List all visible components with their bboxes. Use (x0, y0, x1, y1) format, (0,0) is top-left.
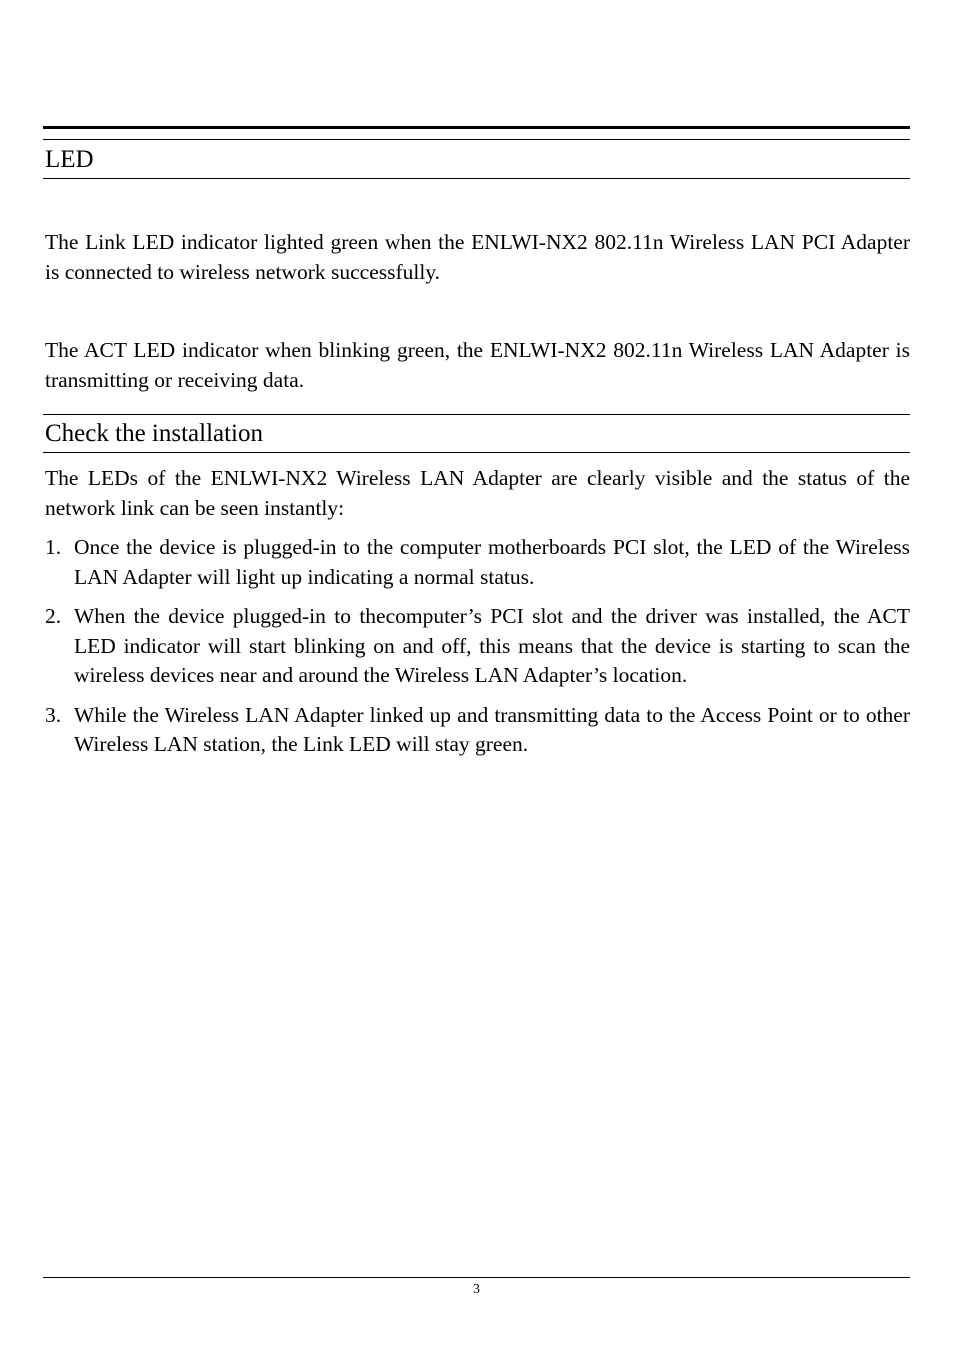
list-item-text: When the device plugged-in to thecomputer’s PCI slot and the driver was installed, the ACT LED indicator will start blinking on and off, this means that the device is starting to scan the wireless devices near and around the Wireless LAN Adapter’s location. (74, 604, 910, 687)
section-rule-check-top (43, 414, 910, 415)
list-item-number: 1. (45, 535, 62, 559)
list-item (45, 533, 910, 592)
list-item (45, 602, 910, 691)
list-item (45, 701, 910, 760)
list-item-text: While the Wireless LAN Adapter linked up and transmitting data to the Access Point or to other Wireless LAN station, the Link LED will stay green. (74, 702, 910, 756)
page-number: 3 (473, 1282, 480, 1297)
led-paragraph-act: The ACT LED indicator when blinking green, the ENLWI-NX2 802.11n Wireless LAN Adapter is transmitting or receiving data. (45, 338, 910, 392)
header-rule-thin (43, 139, 910, 140)
footer-rule (43, 1277, 910, 1278)
section-title-led: LED (45, 146, 94, 173)
document-page (43, 0, 910, 1350)
section-rule-check-bottom (43, 452, 910, 453)
check-steps-list (45, 533, 910, 770)
list-item-number: 2. (45, 604, 62, 628)
header-rule-thick (43, 126, 910, 129)
list-item-text: Once the device is plugged-in to the computer motherboards PCI slot, the LED of the Wireless LAN Adapter will light up indicating a normal status. (74, 535, 910, 589)
check-intro-paragraph: The LEDs of the ENLWI-NX2 Wireless LAN Adapter are clearly visible and the status of the network link can be seen instantly: (45, 466, 910, 520)
section-title-check: Check the installation (45, 420, 264, 447)
section-rule-led (43, 178, 910, 179)
list-item-number: 3. (45, 702, 62, 727)
led-paragraph-link: The Link LED indicator lighted green when the ENLWI-NX2 802.11n Wireless LAN PCI Adapter is connected to wireless network successfully. (45, 230, 910, 284)
